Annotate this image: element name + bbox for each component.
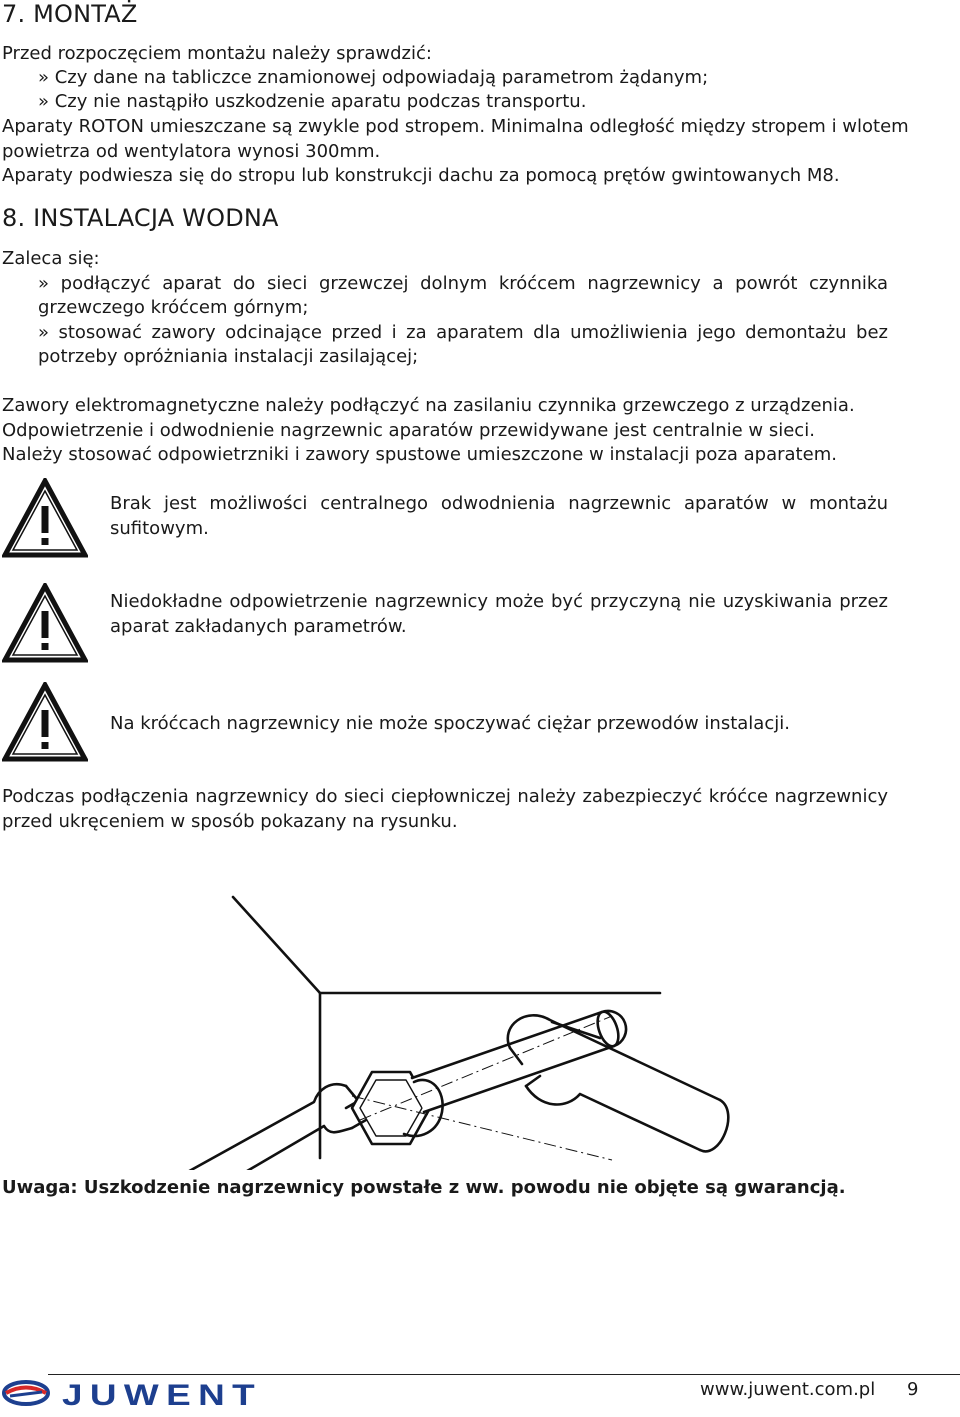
section-8-intro: Zaleca się:: [2, 248, 100, 269]
section-7-line-3: Aparaty podwiesza się do stropu lub konstrukcji dachu za pomocą prętów gwintowanych M8.: [2, 165, 840, 186]
connection-note-line-2: przed ukręceniem w sposób pokazany na rysunku.: [2, 811, 458, 832]
warning-2-line-1: Niedokładne odpowietrzenie nagrzewnicy może być przyczyną nie uzyskiwania przez: [110, 591, 888, 612]
section-8-bullet-2-line-1: » stosować zawory odcinające przed i za aparatem dla umożliwienia jego demontażu bez: [38, 322, 888, 343]
warning-1-line-2: sufitowym.: [110, 518, 209, 539]
footer-url[interactable]: www.juwent.com.pl: [700, 1379, 876, 1400]
warning-triangle-icon: [2, 583, 88, 663]
section-7-intro: Przed rozpoczęciem montażu należy sprawdzić:: [2, 43, 432, 64]
footer-rule: [48, 1374, 960, 1375]
section-8-heading: 8. INSTALACJA WODNA: [2, 204, 279, 232]
section-7-line-1: Aparaty ROTON umieszczane są zwykle pod stropem. Minimalna odległość między stropem i wlotem: [2, 116, 909, 137]
section-8-bullet-1-line-1: » podłączyć aparat do sieci grzewczej dolnym króćcem nagrzewnicy a powrót czynnika: [38, 273, 888, 294]
section-8-line-1: Zawory elektromagnetyczne należy podłączyć na zasilaniu czynnika grzewczego z urządzenia.: [2, 395, 855, 416]
warranty-note: Uwaga: Uszkodzenie nagrzewnicy powstałe z ww. powodu nie objęte są gwarancją.: [2, 1177, 846, 1198]
warning-3-line-1: Na króćcach nagrzewnicy nie może spoczywać ciężar przewodów instalacji.: [110, 713, 790, 734]
warning-1-line-1: Brak jest możliwości centralnego odwodnienia nagrzewnic aparatów w montażu: [110, 493, 888, 514]
warning-triangle-icon: [2, 682, 88, 762]
section-8-bullet-2-line-2: potrzeby opróżniania instalacji zasilającej;: [38, 346, 419, 367]
warning-triangle-icon: [2, 478, 88, 558]
wrench-illustration: [0, 850, 960, 1170]
section-7-bullet-2: » Czy nie nastąpiło uszkodzenie aparatu podczas transportu.: [38, 91, 587, 112]
section-8-bullet-1-line-2: grzewczego króćcem górnym;: [38, 297, 309, 318]
connection-note-line-1: Podczas podłączenia nagrzewnicy do sieci ciepłowniczej należy zabezpieczyć króćce nagrzewnicy: [2, 786, 888, 807]
section-7-bullet-1: » Czy dane na tabliczce znamionowej odpowiadają parametrom żądanym;: [38, 67, 709, 88]
page-number: 9: [907, 1379, 919, 1400]
section-7-heading: 7. MONTAŻ: [2, 0, 138, 28]
warning-2-line-2: aparat zakładanych parametrów.: [110, 616, 407, 637]
section-8-line-2: Odpowietrzenie i odwodnienie nagrzewnic aparatów przewidywane jest centralnie w sieci.: [2, 420, 815, 441]
juwent-logo: [0, 1378, 270, 1410]
brand-text: JUWENT: [62, 1379, 262, 1410]
section-8-line-3: Należy stosować odpowietrzniki i zawory spustowe umieszczone w instalacji poza aparatem.: [2, 444, 837, 465]
section-7-line-2: powietrza od wentylatora wynosi 300mm.: [2, 141, 381, 162]
